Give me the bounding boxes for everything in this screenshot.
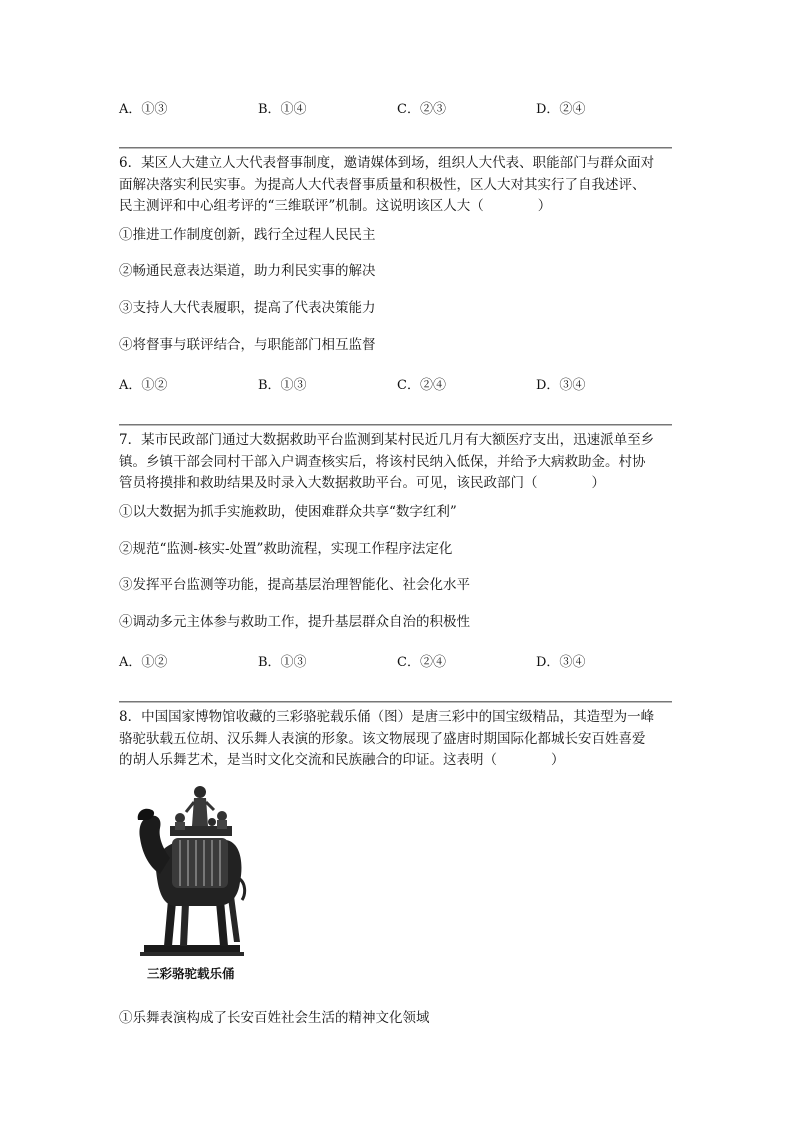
q6-stem-line: 6．某区人大建立人大代表督事制度，邀请媒体到场，组织人大代表、职能部门与群众面对 [119, 155, 655, 171]
q6-option-b[interactable]: B．①③ [258, 378, 307, 393]
q6-item-1: ①推进工作制度创新，践行全过程人民民主 [119, 227, 376, 243]
q8-stem [119, 707, 679, 772]
divider [119, 424, 672, 426]
q6-stem-line: 民主测评和中心组考评的“三维联评”机制。这说明该区人大（ ） [119, 198, 552, 214]
q7-stem [119, 430, 679, 495]
q7-item-1: ①以大数据为抓手实施救助，使困难群众共享“数字红利” [119, 504, 457, 520]
q6-option-d[interactable]: D．③④ [536, 378, 586, 393]
divider [119, 701, 672, 703]
q7-item-4: ④调动多元主体参与救助工作，提升基层群众自治的积极性 [119, 614, 470, 630]
q7-item-3: ③发挥平台监测等功能，提高基层治理智能化、社会化水平 [119, 577, 470, 593]
q7-option-a[interactable]: A．①② [119, 655, 168, 670]
q7-option-c[interactable]: C．②④ [397, 655, 446, 670]
q5-option-a[interactable]: A．①③ [119, 102, 168, 117]
q8-stem-line: 骆驼驮载五位胡、汉乐舞人表演的形象。该文物展现了盛唐时期国际化都城长安百姓喜爱 [119, 730, 646, 747]
q5-option-b[interactable]: B．①④ [258, 102, 307, 117]
q8-item-1: ①乐舞表演构成了长安百姓社会生活的精神文化领域 [119, 1010, 430, 1026]
q6-item-2: ②畅通民意表达渠道，助力利民实事的解决 [119, 263, 376, 279]
q7-stem-line: 7．某市民政部门通过大数据救助平台监测到某村民近几月有大额医疗支出，迅速派单至乡 [119, 432, 655, 448]
camel-figurine-image [130, 782, 250, 957]
q7-option-b[interactable]: B．①③ [258, 655, 307, 670]
divider [119, 147, 672, 149]
q6-option-c[interactable]: C．②④ [397, 378, 446, 393]
q6-item-4: ④将督事与联评结合，与职能部门相互监督 [119, 337, 376, 353]
q7-option-d[interactable]: D．③④ [536, 655, 586, 670]
q7-item-2: ②规范“监测-核实-处置”救助流程，实现工作程序法定化 [119, 541, 453, 557]
q8-stem-line: 8．中国国家博物馆收藏的三彩骆驼载乐俑（图）是唐三彩中的国宝级精品，其造型为一峰 [119, 709, 655, 725]
q6-option-a[interactable]: A．①② [119, 378, 168, 393]
q6-stem [119, 153, 679, 218]
q5-option-c[interactable]: C．②③ [397, 102, 446, 117]
q6-item-3: ③支持人大代表履职，提高了代表决策能力 [119, 300, 376, 316]
q8-stem-line: 的胡人乐舞艺术，是当时文化交流和民族融合的印证。这表明（ ） [119, 752, 565, 768]
q6-stem-line: 面解决落实利民实事。为提高人大代表督事质量和积极性，区人大对其实行了自我述评、 [119, 176, 646, 193]
q7-stem-line: 镇。乡镇干部会同村干部入户调查核实后，将该村民纳入低保，并给予大病救助金。村协 [119, 453, 646, 470]
figure-caption: 三彩骆驼载乐俑 [147, 966, 235, 981]
q5-option-d[interactable]: D．②④ [536, 102, 586, 117]
q7-stem-line: 管员将摸排和救助结果及时录入大数据救助平台。可见，该民政部门（ ） [119, 475, 605, 491]
